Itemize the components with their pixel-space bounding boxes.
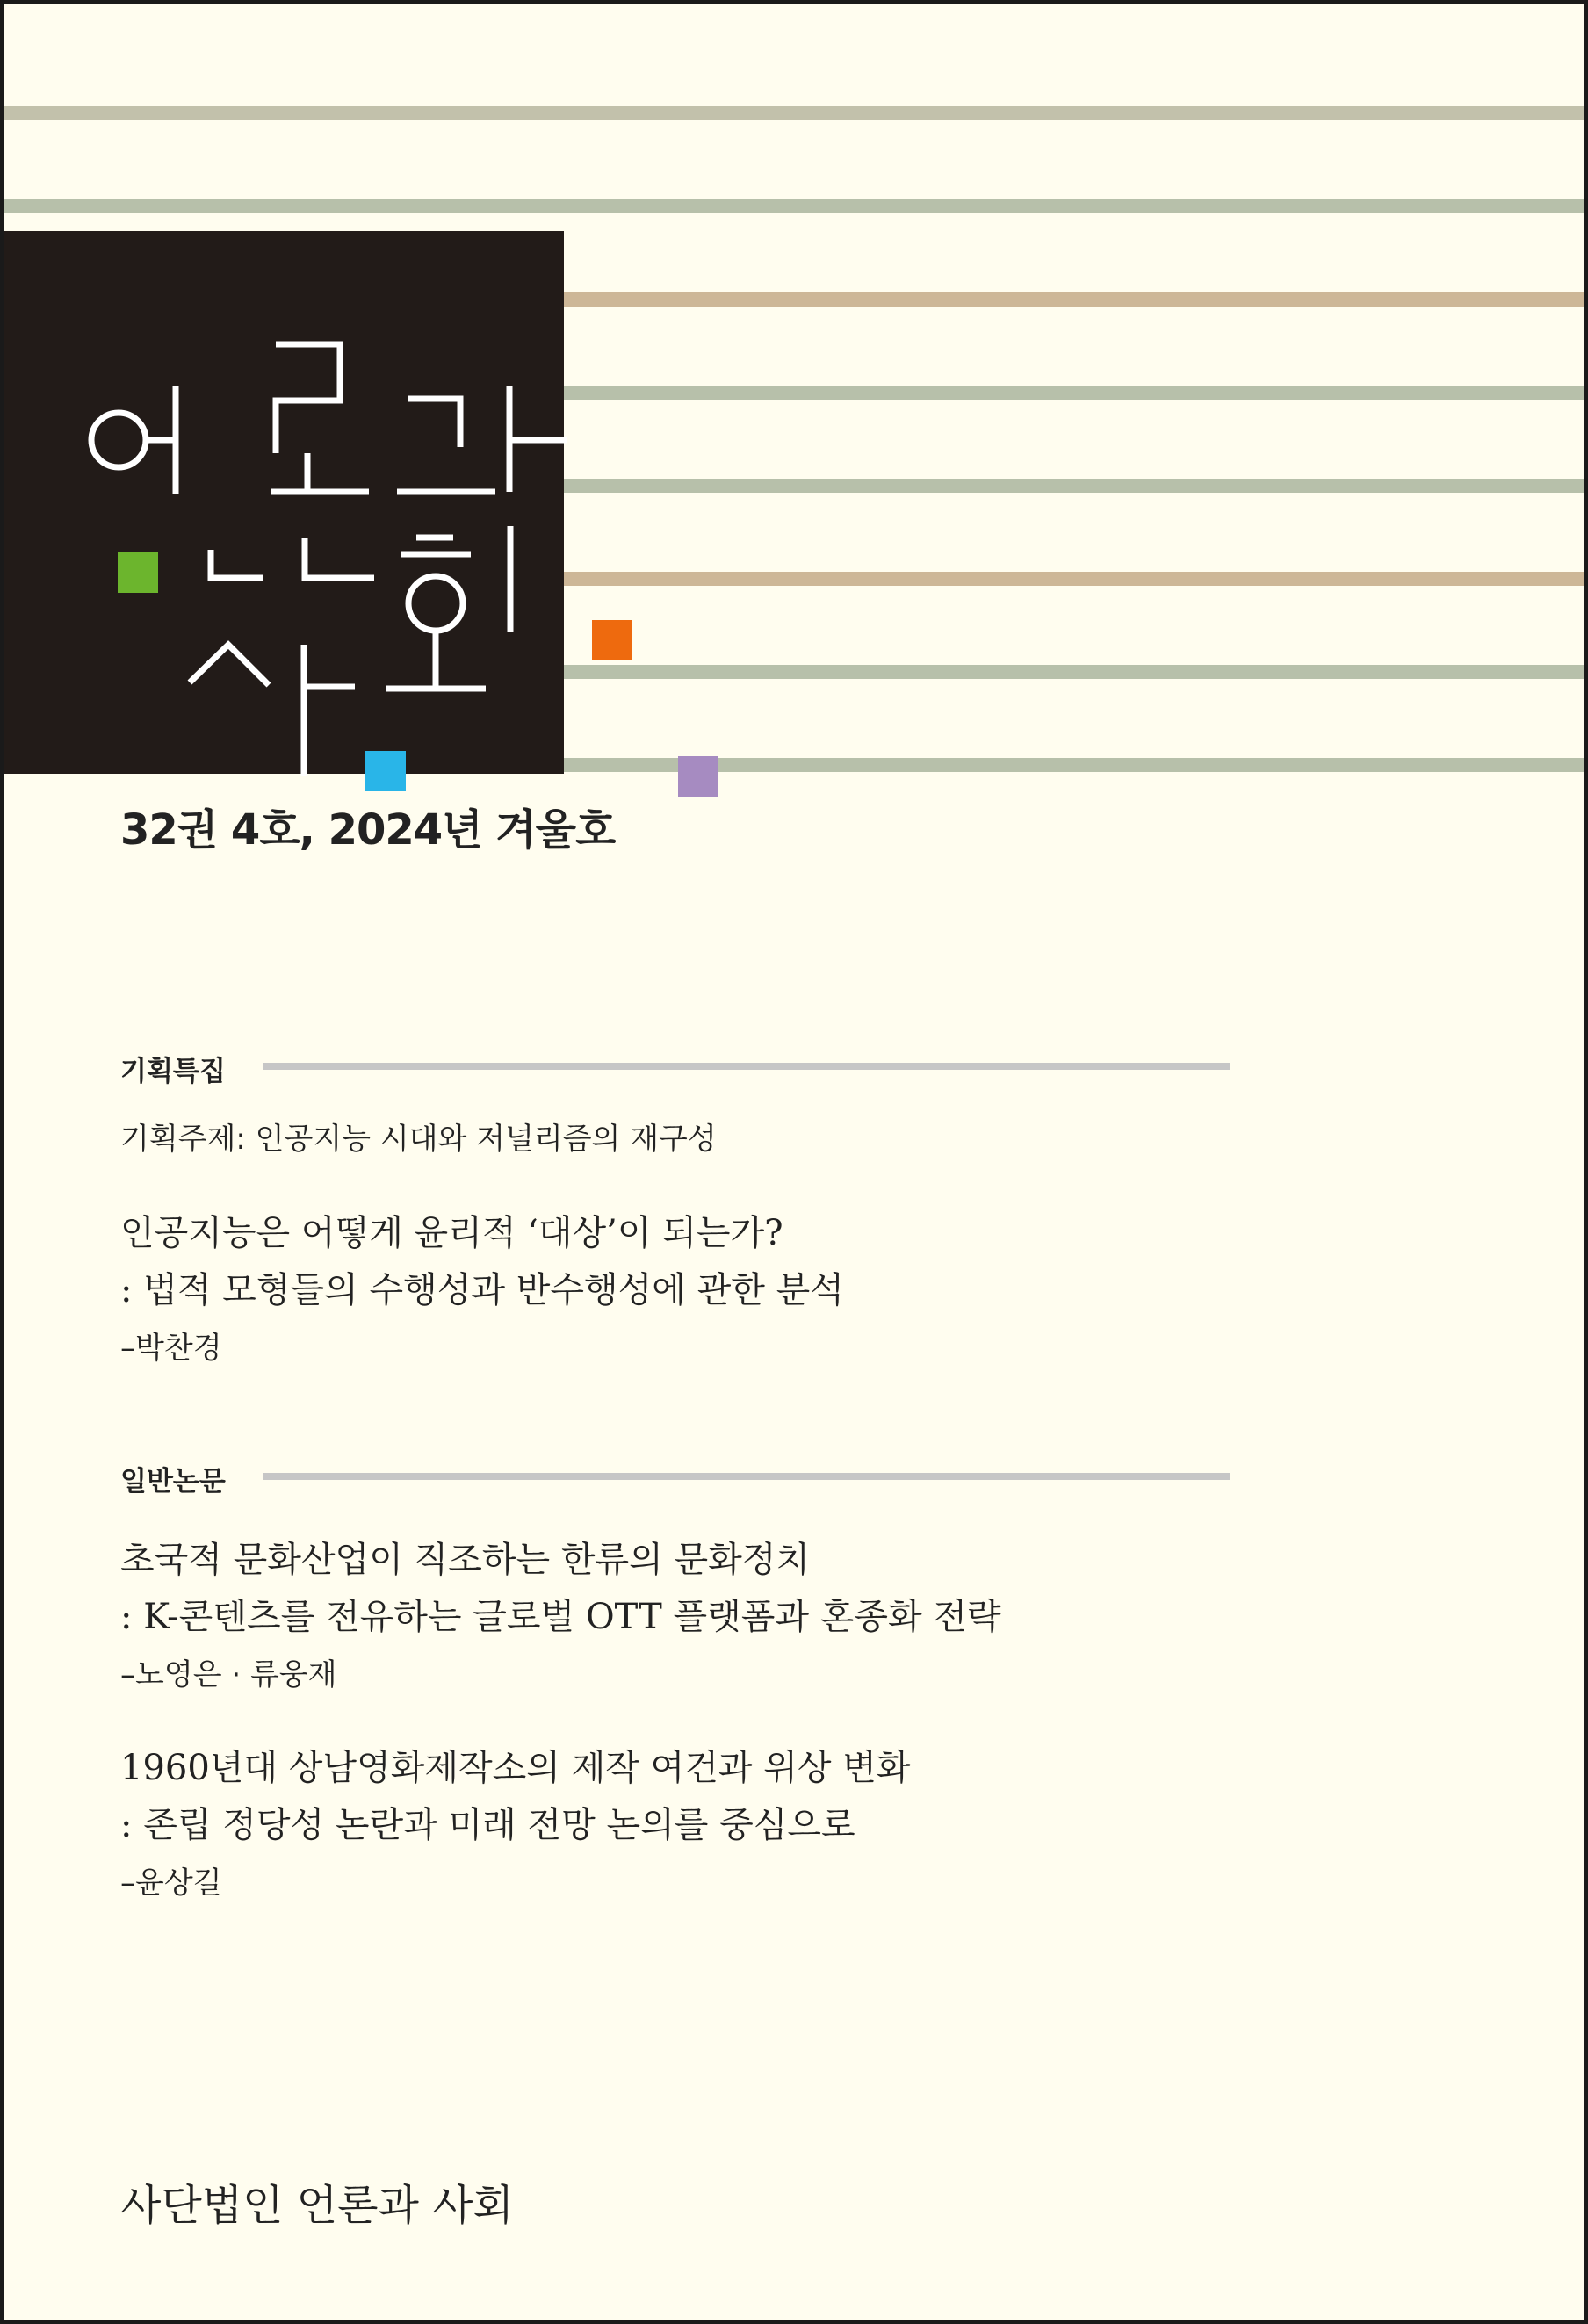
logo-block	[4, 231, 564, 774]
publisher-name: 사단법인 언론과 사회	[120, 2181, 514, 2230]
section-label-general: 일반논문	[120, 1466, 226, 1498]
section-label-special: 기획특집	[120, 1056, 226, 1087]
section-rule-general	[263, 1473, 1230, 1480]
stripe-5	[564, 479, 1584, 493]
article-3-author: –윤상길	[120, 1866, 222, 1901]
article-1-title: 인공지능은 어떻게 윤리적 ‘대상’이 되는가?	[120, 1213, 783, 1253]
stripe-4	[564, 386, 1584, 400]
accent-square-green	[118, 552, 158, 593]
article-1-subtitle: : 법적 모형들의 수행성과 반수행성에 관한 분석	[120, 1270, 844, 1310]
issue-info: 32권 4호, 2024년 겨울호	[120, 805, 616, 855]
accent-square-orange	[592, 620, 632, 660]
accent-square-cyan	[365, 751, 406, 791]
special-theme: 기획주제: 인공지능 시대와 저널리즘의 재구성	[120, 1122, 717, 1157]
article-2-subtitle: : K-콘텐츠를 전유하는 글로벌 OTT 플랫폼과 혼종화 전략	[120, 1597, 1001, 1637]
stripe-1	[4, 106, 1584, 120]
stripe-3	[564, 292, 1584, 307]
stripe-7	[564, 665, 1584, 679]
stripe-6	[564, 572, 1584, 586]
accent-square-purple	[678, 756, 718, 797]
article-3-subtitle: : 존립 정당성 논란과 미래 전망 논의를 중심으로	[120, 1805, 855, 1845]
article-2-title: 초국적 문화산업이 직조하는 한류의 문화정치	[120, 1540, 811, 1580]
article-1-author: –박찬경	[120, 1331, 222, 1366]
section-rule-special	[263, 1063, 1230, 1070]
article-2-author: –노영은 · 류웅재	[120, 1657, 337, 1692]
article-3-title: 1960년대 상남영화제작소의 제작 여건과 위상 변화	[120, 1748, 911, 1788]
stripe-2	[4, 199, 1584, 213]
